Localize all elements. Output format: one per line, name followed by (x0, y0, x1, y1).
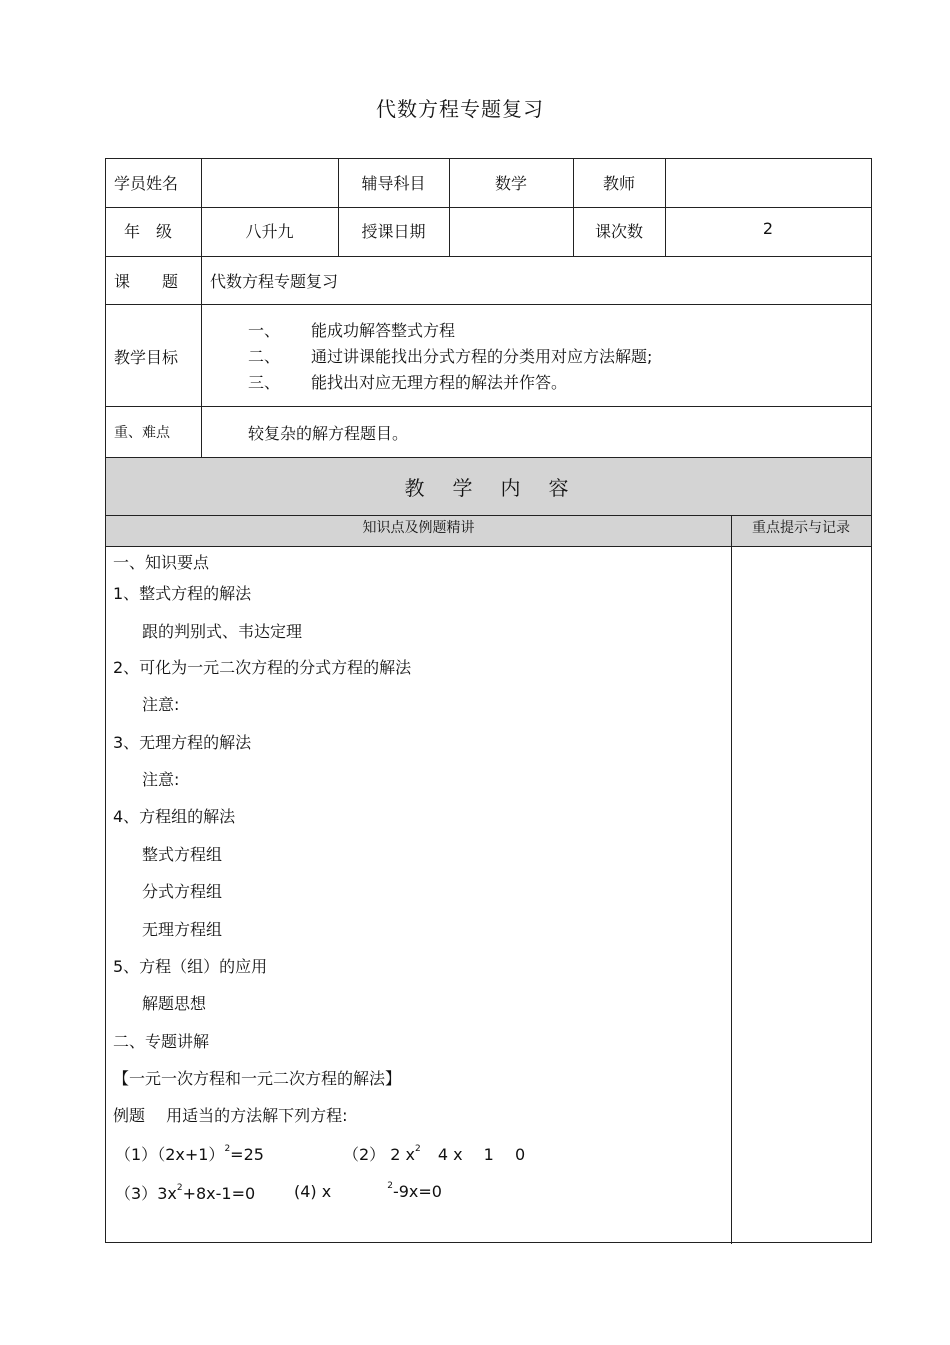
equation-3 (115, 1181, 255, 1204)
outline-subitem: 解题思想 (142, 994, 207, 1013)
outline-subitem: 跟的判别式、韦达定理 (142, 622, 303, 641)
grade-label: 年 级 (124, 222, 173, 241)
goals-label: 教学目标 (114, 348, 179, 367)
exponent: 2 (415, 1144, 421, 1154)
lessons-value: 2 (762, 219, 774, 238)
table-rule (106, 304, 871, 305)
goal-number: 一、 (248, 321, 281, 340)
outline-item: 4、方程组的解法 (113, 807, 236, 826)
outline-subitem: 注意: (142, 695, 180, 714)
table-rule (731, 515, 732, 1244)
subject-label: 辅导科目 (361, 174, 426, 193)
knowledge-column-header: 知识点及例题精讲 (362, 520, 475, 536)
goal-text: 通过讲课能找出分式方程的分类用对应方法解题; (311, 347, 653, 366)
outline-subitem: 整式方程组 (142, 845, 223, 864)
goal-number: 三、 (248, 373, 281, 392)
exponent: 2 (176, 1183, 183, 1193)
section-heading: 一、知识要点 (113, 553, 210, 572)
topic-label: 课 题 (114, 272, 179, 291)
outline-item: 1、整式方程的解法 (113, 584, 252, 603)
topic-value: 代数方程专题复习 (210, 272, 339, 291)
outline-item: 3、无理方程的解法 (113, 733, 252, 752)
goal-text: 能成功解答整式方程 (311, 321, 456, 340)
equation-term: =25 (230, 1145, 264, 1164)
equation-label: （3） (115, 1184, 158, 1203)
equation-term: 3x (157, 1184, 177, 1203)
outline-subitem: 无理方程组 (142, 920, 223, 939)
key-points-label: 重、难点 (114, 425, 170, 441)
equation-1 (115, 1142, 264, 1165)
table-rule (106, 515, 871, 516)
exponent: 2 (224, 1144, 231, 1154)
topic-heading: 【一元一次方程和一元二次方程的解法】 (113, 1069, 402, 1088)
equation-label: （1） (115, 1145, 158, 1164)
goal-number: 二、 (248, 347, 281, 366)
equation-term: -9x=0 (392, 1182, 442, 1201)
equation-term: 1 (483, 1145, 494, 1164)
equation-label: (4) x (294, 1182, 332, 1201)
equation-term: 0 (514, 1145, 526, 1164)
table-rule (665, 159, 666, 256)
table-rule (106, 256, 871, 257)
equation-term: +8x-1=0 (182, 1184, 256, 1203)
example-prompt: 例题 用适当的方法解下列方程: (113, 1106, 348, 1125)
table-rule (201, 159, 202, 457)
subject-value: 数学 (494, 174, 527, 193)
date-label: 授课日期 (361, 222, 426, 241)
lesson-plan-table (105, 158, 872, 1243)
teacher-label: 教师 (602, 174, 635, 193)
document-title: 代数方程专题复习 (376, 97, 544, 121)
outline-item: 2、可化为一元二次方程的分式方程的解法 (113, 658, 412, 677)
exponent: 2 (387, 1181, 393, 1191)
equation-term: 4 x (437, 1145, 463, 1164)
table-rule (106, 457, 871, 458)
section-heading: 二、专题讲解 (113, 1032, 210, 1051)
equation-2 (343, 1142, 525, 1165)
content-header: 教 学 内 容 (404, 476, 573, 500)
grade-value: 八升九 (245, 222, 294, 241)
equation-term: （2x+1） (157, 1145, 225, 1164)
lessons-label: 课次数 (594, 222, 643, 241)
equation-label: （2） (343, 1145, 386, 1164)
outline-subitem: 分式方程组 (142, 882, 223, 901)
key-points-value: 较复杂的解方程题目。 (248, 424, 409, 443)
student-name-label: 学员姓名 (114, 174, 179, 193)
equation-term: 2 x (390, 1145, 416, 1164)
goal-text: 能找出对应无理方程的解法并作答。 (311, 373, 568, 392)
outline-item: 5、方程（组）的应用 (113, 957, 268, 976)
table-rule (106, 207, 871, 208)
table-rule (106, 406, 871, 407)
notes-column-header: 重点提示与记录 (752, 520, 850, 536)
equation-4 (294, 1181, 442, 1201)
outline-subitem: 注意: (142, 770, 180, 789)
table-rule (106, 546, 871, 547)
